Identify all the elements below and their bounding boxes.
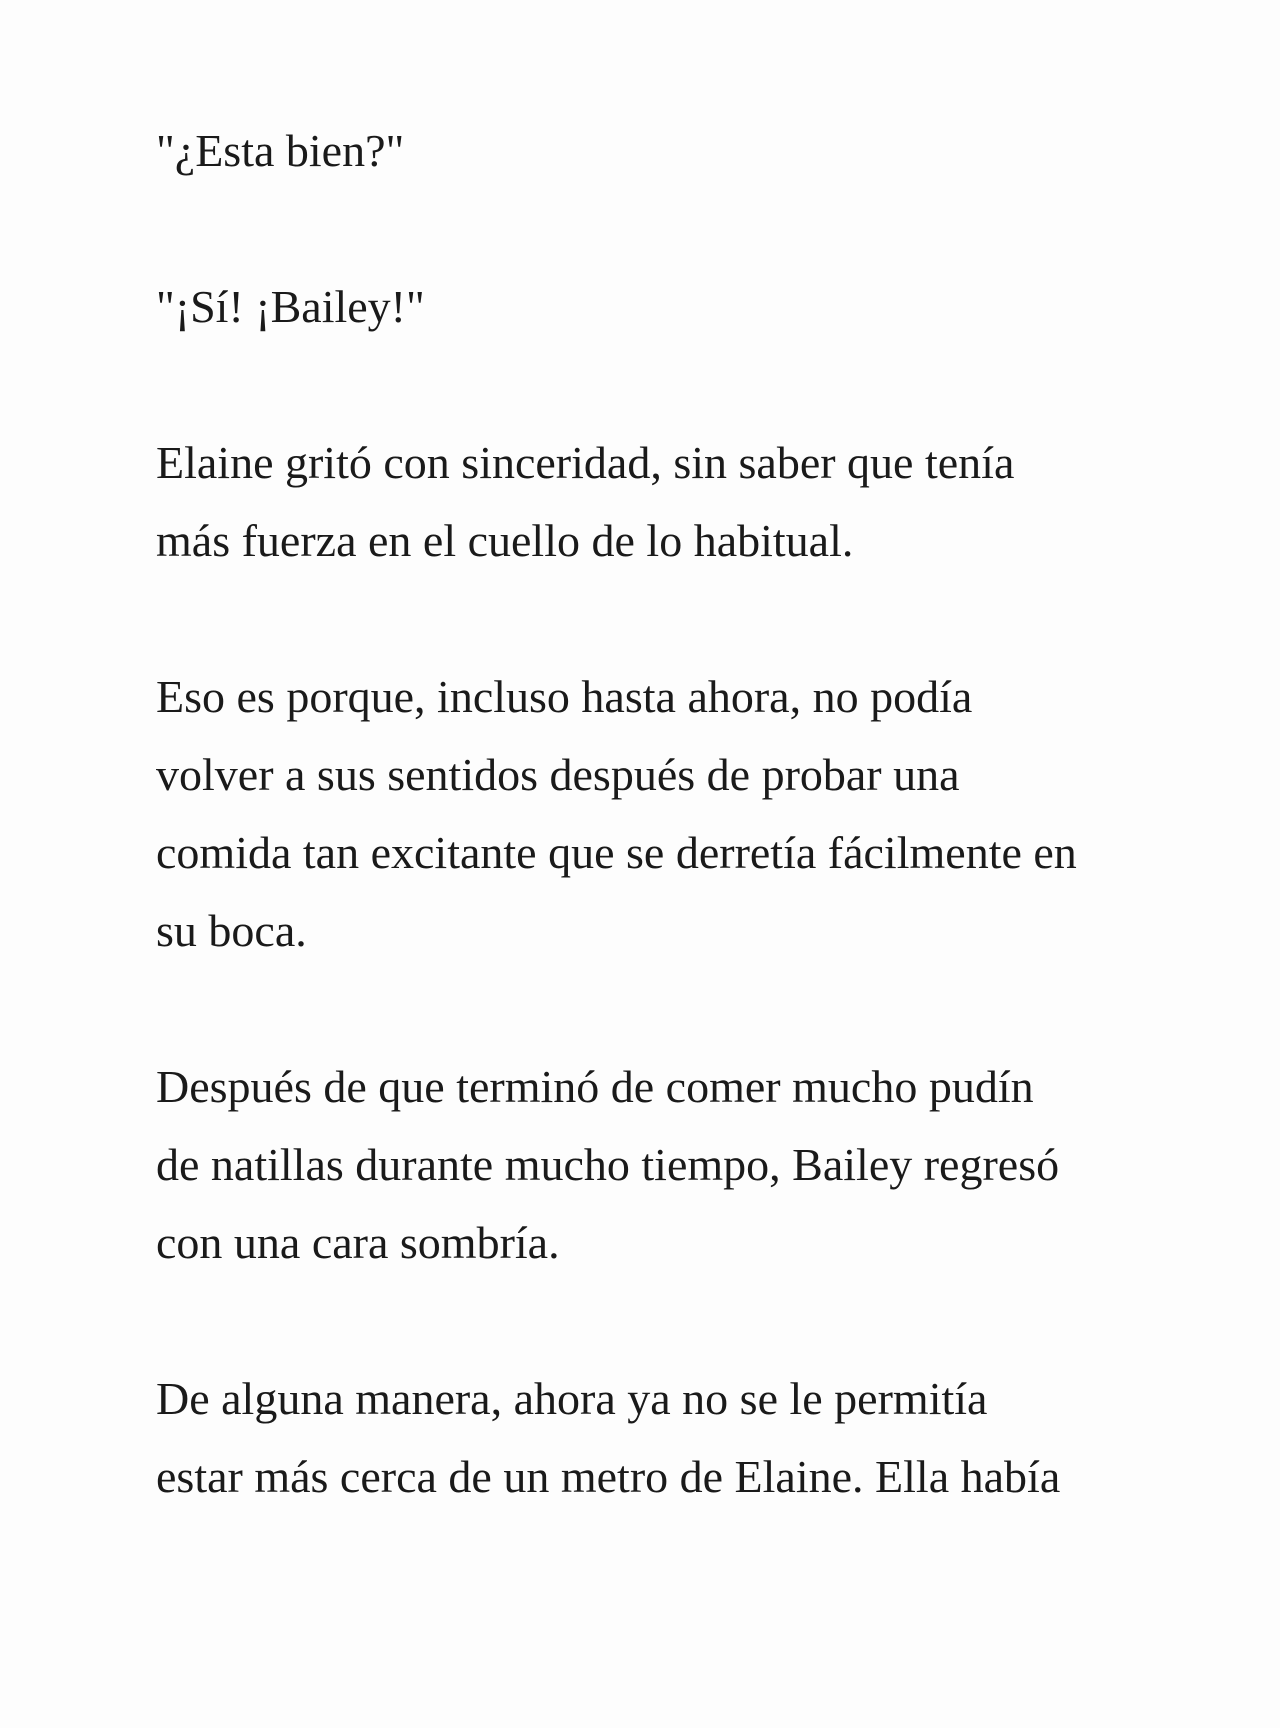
paragraph xyxy=(156,658,1156,970)
paragraph xyxy=(156,424,1156,580)
paragraph xyxy=(156,268,1156,346)
paragraph xyxy=(156,1360,1156,1516)
text-line: De alguna manera, ahora ya no se le permitía xyxy=(156,1373,988,1424)
paragraph xyxy=(156,112,1156,190)
text-line: con una cara sombría. xyxy=(156,1217,560,1268)
text-line: Después de que terminó de comer mucho pudín xyxy=(156,1061,1034,1112)
text-line: estar más cerca de un metro de Elaine. Ella había xyxy=(156,1451,1061,1502)
paragraph xyxy=(156,1048,1156,1282)
text-line: su boca. xyxy=(156,905,307,956)
story-text xyxy=(156,112,1156,1594)
text-line: "¿Esta bien?" xyxy=(156,125,405,176)
text-line: comida tan excitante que se derretía fácilmente en xyxy=(156,827,1077,878)
text-line: de natillas durante mucho tiempo, Bailey regresó xyxy=(156,1139,1060,1190)
text-line: volver a sus sentidos después de probar una xyxy=(156,749,960,800)
text-line: más fuerza en el cuello de lo habitual. xyxy=(156,515,854,566)
text-line: Eso es porque, incluso hasta ahora, no podía xyxy=(156,671,973,722)
text-line: "¡Sí! ¡Bailey!" xyxy=(156,281,425,332)
text-line: Elaine gritó con sinceridad, sin saber que tenía xyxy=(156,437,1015,488)
